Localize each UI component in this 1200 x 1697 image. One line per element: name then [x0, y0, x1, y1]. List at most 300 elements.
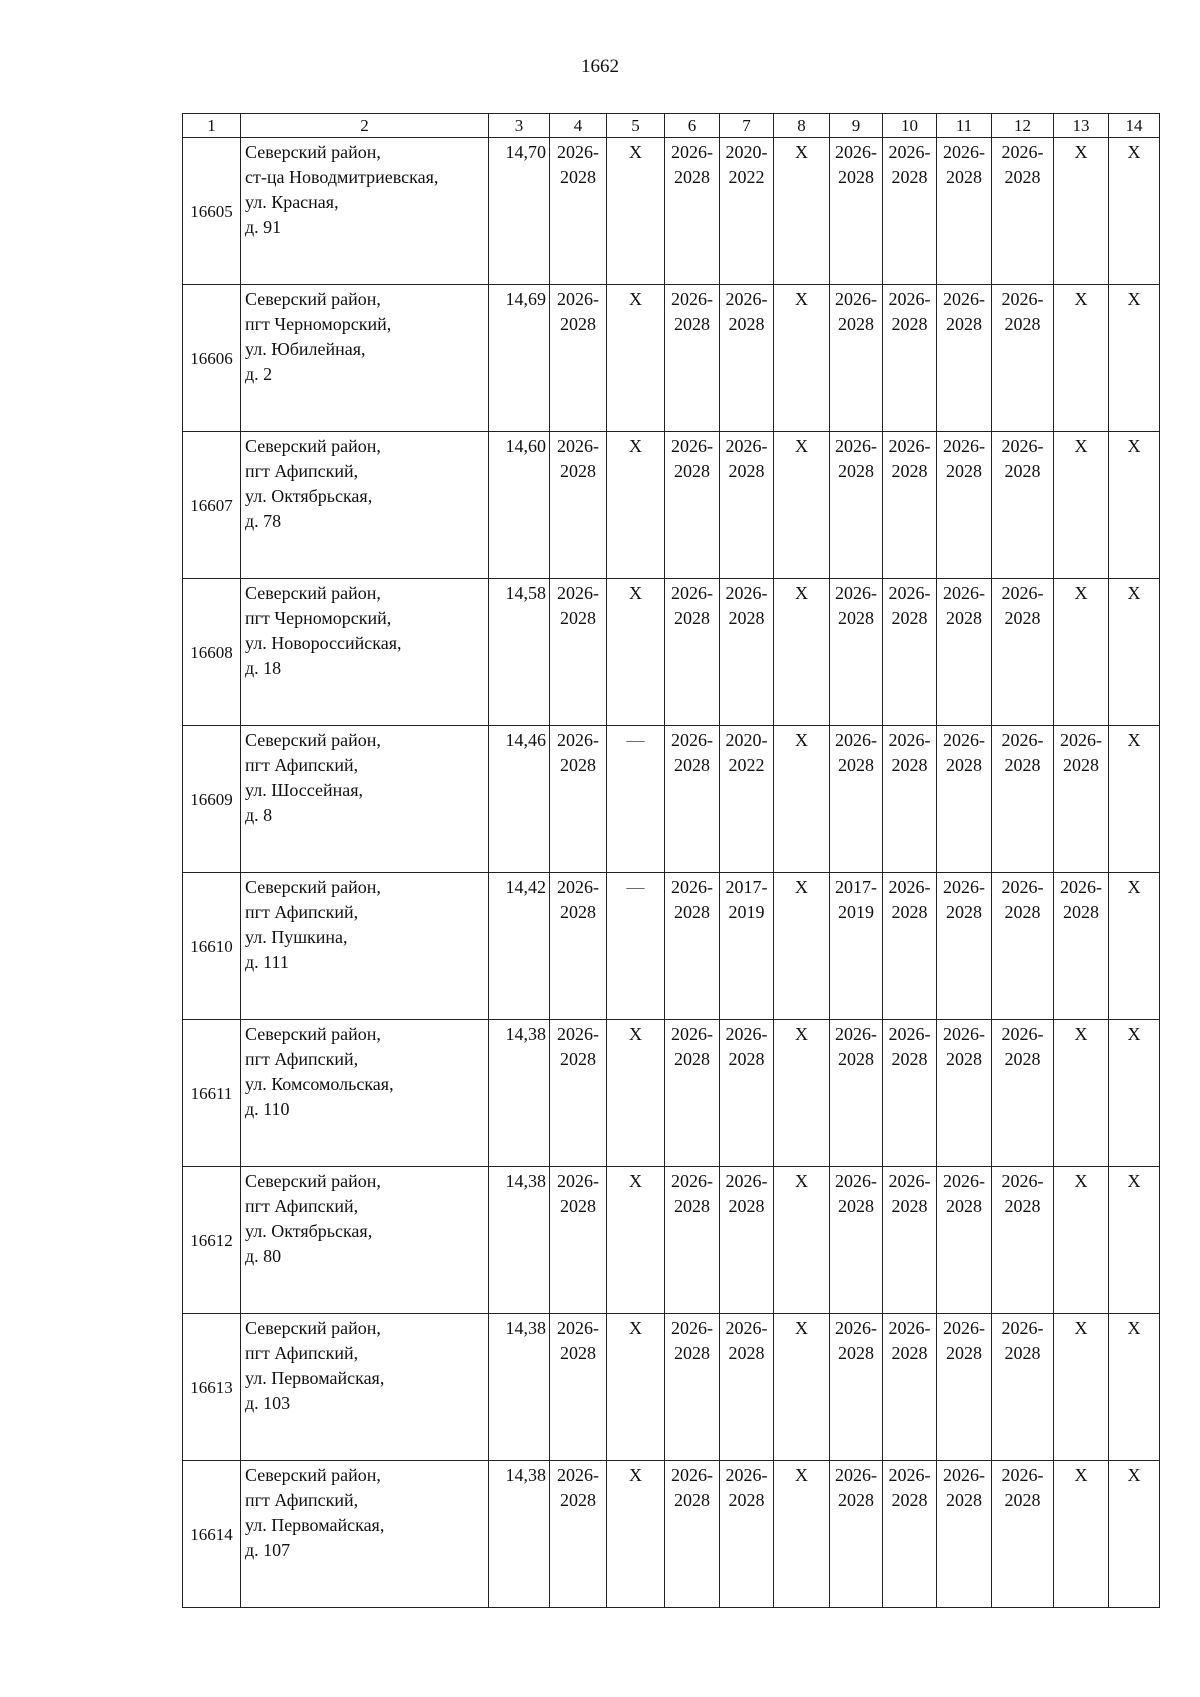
- year-part: 2026-: [943, 877, 985, 897]
- year-part: 2026-: [1001, 1318, 1044, 1338]
- not-applicable-cell: X: [1054, 1314, 1109, 1461]
- not-applicable-cell: X: [774, 138, 830, 285]
- year-part: 2028: [1063, 902, 1099, 922]
- year-part: 2026-: [557, 1465, 599, 1485]
- column-header: 3: [489, 114, 550, 138]
- year-part: 2028: [728, 1049, 765, 1069]
- year-part: 2026-: [943, 1318, 985, 1338]
- year-part: 2026-: [671, 730, 713, 750]
- row-number: 16607: [183, 432, 241, 579]
- year-range-cell: [550, 579, 607, 726]
- year-range-cell: [883, 1167, 937, 1314]
- column-header: 12: [992, 114, 1054, 138]
- year-range-cell: [550, 1461, 607, 1608]
- table-row: [183, 726, 1160, 873]
- not-applicable-cell: X: [1054, 432, 1109, 579]
- year-part: 2026-: [943, 1465, 985, 1485]
- address-line: пгт Афипский,: [245, 1196, 359, 1216]
- year-part: 2028: [674, 167, 710, 187]
- year-part: 2026-: [557, 1171, 599, 1191]
- year-range-cell: [937, 1167, 992, 1314]
- year-part: 2028: [560, 755, 596, 775]
- year-range-cell: [830, 1461, 883, 1608]
- column-header: 2: [241, 114, 489, 138]
- year-range-cell: [550, 285, 607, 432]
- year-part: 2028: [838, 167, 874, 187]
- not-applicable-cell: X: [607, 1167, 665, 1314]
- year-part: 2026-: [888, 142, 931, 162]
- year-part: 2026-: [557, 1318, 599, 1338]
- year-range-cell: [992, 1020, 1054, 1167]
- year-part: 2026-: [1060, 877, 1102, 897]
- year-part: 2026-: [671, 289, 713, 309]
- address-cell: [241, 1020, 489, 1167]
- year-part: 2028: [728, 1343, 765, 1363]
- year-part: 2028: [838, 461, 874, 481]
- year-part: 2028: [674, 461, 710, 481]
- not-applicable-cell: X: [774, 873, 830, 1020]
- not-applicable-cell: X: [1054, 1461, 1109, 1608]
- year-range-cell: [992, 285, 1054, 432]
- year-part: 2028: [560, 314, 596, 334]
- year-part: 2026-: [725, 1318, 768, 1338]
- not-applicable-cell: X: [1109, 579, 1160, 726]
- year-part: 2026-: [557, 1024, 599, 1044]
- year-part: 2026-: [557, 436, 599, 456]
- year-range-cell: [937, 726, 992, 873]
- year-part: 2028: [560, 1196, 596, 1216]
- year-part: 2026-: [943, 583, 985, 603]
- address-line: пгт Афипский,: [245, 1490, 359, 1510]
- year-part: 2026-: [835, 436, 877, 456]
- year-range-cell: [937, 285, 992, 432]
- year-part: 2028: [728, 1490, 765, 1510]
- address-line: д. 103: [245, 1393, 291, 1413]
- column-header: 4: [550, 114, 607, 138]
- table-row: [183, 432, 1160, 579]
- year-part: 2028: [1004, 461, 1041, 481]
- address-line: д. 8: [245, 805, 273, 825]
- year-part: 2028: [946, 902, 982, 922]
- table-header-row: [183, 114, 1160, 138]
- year-part: 2026-: [725, 583, 768, 603]
- year-part: 2028: [946, 755, 982, 775]
- year-range-cell: [665, 1020, 720, 1167]
- year-part: 2028: [946, 167, 982, 187]
- not-applicable-cell: X: [1109, 1461, 1160, 1608]
- year-part: 2026-: [943, 730, 985, 750]
- address-cell: [241, 285, 489, 432]
- year-part: 2026-: [671, 583, 713, 603]
- not-applicable-cell: X: [774, 1167, 830, 1314]
- table-row: [183, 1020, 1160, 1167]
- not-applicable-cell: X: [1054, 285, 1109, 432]
- table-row: [183, 1314, 1160, 1461]
- year-range-cell: [830, 285, 883, 432]
- year-range-cell: [720, 1020, 774, 1167]
- year-part: 2028: [838, 608, 874, 628]
- address-cell: [241, 1314, 489, 1461]
- year-part: 2019: [838, 902, 874, 922]
- year-part: 2028: [891, 755, 928, 775]
- year-range-cell: [720, 432, 774, 579]
- address-line: ул. Пушкина,: [245, 927, 348, 947]
- year-range-cell: [550, 1167, 607, 1314]
- year-part: 2028: [891, 314, 928, 334]
- year-range-cell: [665, 726, 720, 873]
- year-part: 2026-: [1060, 730, 1102, 750]
- year-part: 2028: [728, 461, 765, 481]
- year-part: 2028: [891, 1049, 928, 1069]
- year-part: 2026-: [1001, 436, 1044, 456]
- column-header: 14: [1109, 114, 1160, 138]
- year-part: 2028: [674, 1049, 710, 1069]
- year-part: 2026-: [943, 1171, 985, 1191]
- year-range-cell: [883, 873, 937, 1020]
- column-header: 1: [183, 114, 241, 138]
- year-part: 2026-: [671, 142, 713, 162]
- address-line: д. 18: [245, 658, 282, 678]
- year-range-cell: [883, 1461, 937, 1608]
- table-row: [183, 579, 1160, 726]
- address-line: ст-ца Новодмитриевская,: [245, 167, 439, 187]
- value-cell: 14,38: [489, 1020, 550, 1167]
- year-range-cell: [665, 1314, 720, 1461]
- year-part: 2028: [728, 1196, 765, 1216]
- row-number: 16614: [183, 1461, 241, 1608]
- year-range-cell: [992, 1461, 1054, 1608]
- address-line: ул. Комсомольская,: [245, 1074, 394, 1094]
- year-part: 2026-: [888, 1465, 931, 1485]
- year-part: 2028: [946, 461, 982, 481]
- year-part: 2026-: [1001, 877, 1044, 897]
- year-part: 2026-: [888, 583, 931, 603]
- address-line: ул. Шоссейная,: [245, 780, 364, 800]
- year-part: 2026-: [1001, 1024, 1044, 1044]
- year-range-cell: [830, 873, 883, 1020]
- address-line: ул. Октябрьская,: [245, 1221, 373, 1241]
- year-part: 2026-: [835, 1318, 877, 1338]
- year-part: 2026-: [888, 1171, 931, 1191]
- year-part: 2028: [946, 314, 982, 334]
- year-part: 2028: [1004, 1196, 1041, 1216]
- address-line: пгт Афипский,: [245, 461, 359, 481]
- year-range-cell: [665, 138, 720, 285]
- table-body: [183, 114, 1160, 1608]
- year-part: 2026-: [835, 1465, 877, 1485]
- table-row: [183, 138, 1160, 285]
- row-number: 16610: [183, 873, 241, 1020]
- value-cell: 14,69: [489, 285, 550, 432]
- year-part: 2028: [946, 608, 982, 628]
- address-line: Северский район,: [245, 1318, 381, 1338]
- year-range-cell: [720, 1461, 774, 1608]
- year-part: 2026-: [557, 730, 599, 750]
- address-line: д. 78: [245, 511, 282, 531]
- not-applicable-cell: X: [1109, 726, 1160, 873]
- year-part: 2028: [560, 1343, 596, 1363]
- year-part: 2028: [1004, 608, 1041, 628]
- year-part: 2028: [838, 1196, 874, 1216]
- year-part: 2026-: [557, 289, 599, 309]
- year-range-cell: [883, 1314, 937, 1461]
- not-applicable-cell: X: [607, 285, 665, 432]
- address-line: Северский район,: [245, 289, 381, 309]
- not-applicable-cell: X: [1109, 1020, 1160, 1167]
- address-cell: [241, 1167, 489, 1314]
- year-range-cell: [550, 1020, 607, 1167]
- year-range-cell: [830, 432, 883, 579]
- year-range-cell: [937, 432, 992, 579]
- year-part: 2026-: [888, 877, 931, 897]
- year-part: 2026-: [557, 583, 599, 603]
- year-part: 2026-: [1001, 583, 1044, 603]
- year-part: 2028: [1004, 1049, 1041, 1069]
- not-applicable-cell: X: [774, 432, 830, 579]
- year-part: 2020-: [725, 142, 768, 162]
- year-part: 2026-: [671, 1024, 713, 1044]
- year-part: 2019: [728, 902, 765, 922]
- year-part: 2028: [674, 1490, 710, 1510]
- dash-cell: —: [607, 726, 665, 873]
- year-range-cell: [665, 1461, 720, 1608]
- address-line: пгт Черноморский,: [245, 314, 392, 334]
- year-part: 2026-: [888, 289, 931, 309]
- address-line: д. 110: [245, 1099, 290, 1119]
- address-cell: [241, 726, 489, 873]
- not-applicable-cell: X: [607, 1020, 665, 1167]
- year-part: 2026-: [1001, 1171, 1044, 1191]
- table-row: [183, 873, 1160, 1020]
- year-part: 2026-: [943, 289, 985, 309]
- year-part: 2026-: [725, 436, 768, 456]
- year-range-cell: [992, 579, 1054, 726]
- year-part: 2026-: [671, 1465, 713, 1485]
- column-header: 11: [937, 114, 992, 138]
- year-part: 2028: [1004, 1343, 1041, 1363]
- row-number: 16608: [183, 579, 241, 726]
- row-number: 16606: [183, 285, 241, 432]
- address-line: Северский район,: [245, 583, 381, 603]
- year-range-cell: [992, 432, 1054, 579]
- year-part: 2028: [560, 608, 596, 628]
- year-part: 2022: [728, 755, 765, 775]
- year-part: 2028: [674, 902, 710, 922]
- year-part: 2017-: [835, 877, 877, 897]
- address-line: пгт Афипский,: [245, 1049, 359, 1069]
- year-part: 2028: [674, 1196, 710, 1216]
- year-range-cell: [830, 1167, 883, 1314]
- row-number: 16605: [183, 138, 241, 285]
- address-line: Северский район,: [245, 436, 381, 456]
- year-range-cell: [830, 1020, 883, 1167]
- year-part: 2017-: [725, 877, 768, 897]
- year-range-cell: [992, 138, 1054, 285]
- address-line: д. 80: [245, 1246, 282, 1266]
- year-part: 2026-: [835, 583, 877, 603]
- address-line: Северский район,: [245, 877, 381, 897]
- not-applicable-cell: X: [607, 432, 665, 579]
- year-part: 2020-: [725, 730, 768, 750]
- year-range-cell: [992, 1167, 1054, 1314]
- not-applicable-cell: X: [1054, 1020, 1109, 1167]
- address-line: ул. Первомайская,: [245, 1515, 385, 1535]
- address-line: д. 111: [245, 952, 289, 972]
- value-cell: 14,38: [489, 1314, 550, 1461]
- year-part: 2028: [728, 608, 765, 628]
- not-applicable-cell: X: [1054, 579, 1109, 726]
- value-cell: 14,58: [489, 579, 550, 726]
- year-part: 2028: [1004, 755, 1041, 775]
- year-range-cell: [720, 579, 774, 726]
- year-part: 2028: [560, 1049, 596, 1069]
- column-header: 8: [774, 114, 830, 138]
- address-cell: [241, 432, 489, 579]
- year-range-cell: [992, 726, 1054, 873]
- year-range-cell: [550, 1314, 607, 1461]
- year-part: 2028: [891, 1490, 928, 1510]
- year-range-cell: [720, 873, 774, 1020]
- year-part: 2028: [838, 1343, 874, 1363]
- not-applicable-cell: X: [1109, 285, 1160, 432]
- year-part: 2026-: [835, 289, 877, 309]
- year-part: 2026-: [1001, 730, 1044, 750]
- not-applicable-cell: X: [1054, 138, 1109, 285]
- year-part: 2028: [891, 608, 928, 628]
- column-header: 10: [883, 114, 937, 138]
- year-range-cell: [665, 1167, 720, 1314]
- address-cell: [241, 579, 489, 726]
- year-part: 2028: [560, 167, 596, 187]
- year-part: 2028: [560, 902, 596, 922]
- year-part: 2028: [838, 755, 874, 775]
- year-part: 2028: [838, 314, 874, 334]
- year-part: 2026-: [943, 1024, 985, 1044]
- year-part: 2026-: [1001, 289, 1044, 309]
- year-part: 2026-: [888, 1024, 931, 1044]
- column-header: 5: [607, 114, 665, 138]
- year-range-cell: [883, 726, 937, 873]
- year-range-cell: [830, 138, 883, 285]
- year-part: 2026-: [943, 436, 985, 456]
- year-range-cell: [937, 873, 992, 1020]
- page-number: 1662: [581, 56, 619, 77]
- year-range-cell: [1054, 873, 1109, 1020]
- year-part: 2028: [674, 755, 710, 775]
- address-line: д. 2: [245, 364, 273, 384]
- year-part: 2026-: [1001, 142, 1044, 162]
- table-row: [183, 285, 1160, 432]
- value-cell: 14,70: [489, 138, 550, 285]
- year-part: 2028: [838, 1490, 874, 1510]
- not-applicable-cell: X: [607, 579, 665, 726]
- address-cell: [241, 873, 489, 1020]
- year-range-cell: [720, 726, 774, 873]
- not-applicable-cell: X: [774, 726, 830, 873]
- not-applicable-cell: X: [607, 1461, 665, 1608]
- address-line: ул. Красная,: [245, 192, 339, 212]
- not-applicable-cell: X: [774, 1314, 830, 1461]
- year-part: 2028: [891, 461, 928, 481]
- year-part: 2028: [891, 1196, 928, 1216]
- value-cell: 14,42: [489, 873, 550, 1020]
- value-cell: 14,46: [489, 726, 550, 873]
- address-line: Северский район,: [245, 730, 381, 750]
- year-range-cell: [550, 432, 607, 579]
- year-range-cell: [883, 579, 937, 726]
- not-applicable-cell: X: [774, 1020, 830, 1167]
- year-range-cell: [720, 1167, 774, 1314]
- year-range-cell: [830, 726, 883, 873]
- year-part: 2026-: [888, 1318, 931, 1338]
- year-range-cell: [550, 138, 607, 285]
- table-row: [183, 1461, 1160, 1608]
- year-part: 2026-: [725, 289, 768, 309]
- year-range-cell: [937, 579, 992, 726]
- not-applicable-cell: X: [1109, 1314, 1160, 1461]
- year-part: 2026-: [835, 1024, 877, 1044]
- address-line: ул. Первомайская,: [245, 1368, 385, 1388]
- address-line: ул. Октябрьская,: [245, 486, 373, 506]
- address-cell: [241, 138, 489, 285]
- year-part: 2026-: [1001, 1465, 1044, 1485]
- year-range-cell: [665, 579, 720, 726]
- year-part: 2026-: [725, 1171, 768, 1191]
- year-part: 2026-: [557, 142, 599, 162]
- year-part: 2028: [946, 1343, 982, 1363]
- year-range-cell: [883, 138, 937, 285]
- year-part: 2028: [946, 1490, 982, 1510]
- address-line: Северский район,: [245, 142, 381, 162]
- year-part: 2026-: [888, 436, 931, 456]
- row-number: 16611: [183, 1020, 241, 1167]
- year-range-cell: [830, 1314, 883, 1461]
- row-number: 16613: [183, 1314, 241, 1461]
- not-applicable-cell: X: [1109, 1167, 1160, 1314]
- not-applicable-cell: X: [1109, 432, 1160, 579]
- year-part: 2028: [1063, 755, 1099, 775]
- year-part: 2026-: [671, 1318, 713, 1338]
- year-part: 2028: [946, 1049, 982, 1069]
- year-range-cell: [550, 726, 607, 873]
- year-part: 2028: [674, 1343, 710, 1363]
- year-part: 2026-: [943, 142, 985, 162]
- year-range-cell: [883, 285, 937, 432]
- year-part: 2026-: [557, 877, 599, 897]
- year-part: 2026-: [835, 730, 877, 750]
- year-part: 2022: [728, 167, 765, 187]
- year-part: 2026-: [671, 436, 713, 456]
- year-part: 2028: [728, 314, 765, 334]
- year-part: 2026-: [725, 1465, 768, 1485]
- address-line: Северский район,: [245, 1171, 381, 1191]
- year-part: 2026-: [725, 1024, 768, 1044]
- year-part: 2028: [1004, 1490, 1041, 1510]
- column-header: 9: [830, 114, 883, 138]
- year-range-cell: [665, 285, 720, 432]
- year-range-cell: [883, 432, 937, 579]
- year-part: 2026-: [671, 1171, 713, 1191]
- year-part: 2028: [674, 608, 710, 628]
- year-range-cell: [665, 432, 720, 579]
- not-applicable-cell: X: [607, 138, 665, 285]
- not-applicable-cell: X: [774, 285, 830, 432]
- year-part: 2028: [560, 461, 596, 481]
- year-part: 2026-: [888, 730, 931, 750]
- year-range-cell: [883, 1020, 937, 1167]
- year-range-cell: [937, 1461, 992, 1608]
- year-range-cell: [937, 1314, 992, 1461]
